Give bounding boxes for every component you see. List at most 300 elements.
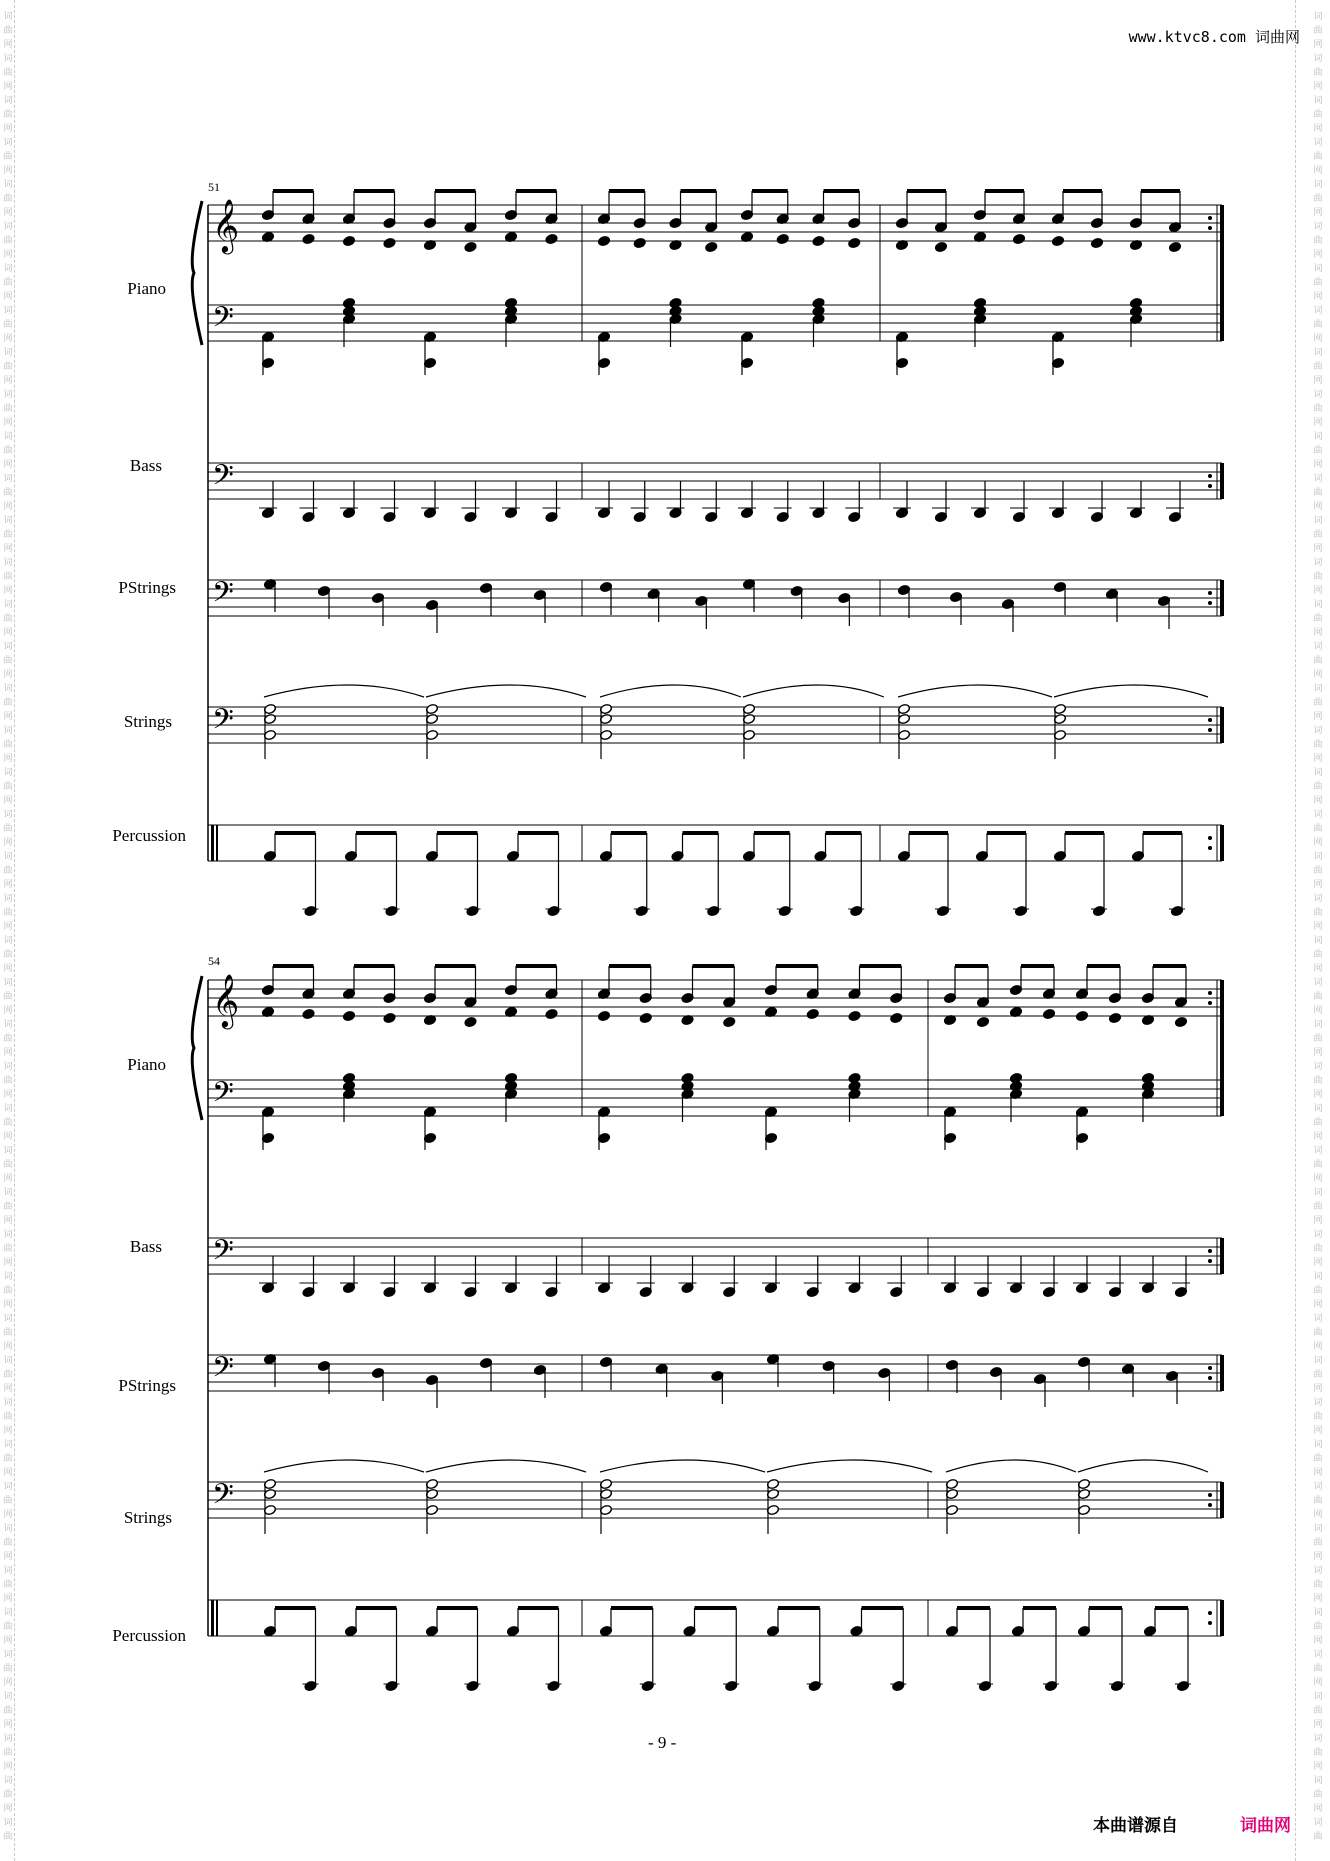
watermark-glyph: 词: [3, 935, 13, 945]
watermark-glyph: 词: [3, 1229, 13, 1239]
watermark-glyph: 网: [3, 1173, 13, 1183]
watermark-glyph: 词: [3, 893, 13, 903]
watermark-glyph: 词: [1313, 515, 1323, 525]
watermark-glyph: 网: [3, 1047, 13, 1057]
watermark-glyph: 曲: [1313, 1201, 1323, 1211]
watermark-glyph: 词: [1313, 263, 1323, 273]
slur: [426, 685, 586, 697]
watermark-glyph: 曲: [3, 1369, 13, 1379]
page-number: - 9 -: [648, 1733, 677, 1752]
watermark-glyph: 词: [1313, 641, 1323, 651]
watermark-glyph: 曲: [1313, 865, 1323, 875]
watermark-glyph: 网: [1313, 165, 1323, 175]
watermark-glyph: 网: [1313, 669, 1323, 679]
watermark-glyph: 网: [1313, 627, 1323, 637]
watermark-glyph: 曲: [3, 487, 13, 497]
watermark-glyph: 网: [1313, 921, 1323, 931]
watermark-glyph: 网: [3, 39, 13, 49]
watermark-glyph: 曲: [1313, 445, 1323, 455]
watermark-glyph: 曲: [3, 1411, 13, 1421]
watermark-glyph: 词: [1313, 725, 1323, 735]
note-head: [1075, 1010, 1088, 1021]
watermark-glyph: 词: [3, 641, 13, 651]
watermark-glyph: 曲: [3, 781, 13, 791]
watermark-glyph: 曲: [3, 991, 13, 1001]
watermark-glyph: 词: [1313, 1061, 1323, 1071]
watermark-glyph: 网: [3, 459, 13, 469]
note-head: [1174, 1016, 1187, 1027]
watermark-glyph: 词: [3, 473, 13, 483]
watermark-glyph: 网: [3, 1383, 13, 1393]
watermark-glyph: 词: [1313, 599, 1323, 609]
bass-clef-icon: 𝄢: [212, 1478, 234, 1518]
watermark-glyph: 词: [1313, 1523, 1323, 1533]
repeat-dot: [1208, 1366, 1212, 1370]
note-head: [812, 235, 825, 246]
watermark-glyph: 曲: [3, 529, 13, 539]
watermark-glyph: 网: [3, 1215, 13, 1225]
watermark-glyph: 曲: [1313, 1159, 1323, 1169]
slur: [600, 685, 741, 697]
watermark-glyph: 词: [3, 851, 13, 861]
watermark-glyph: 曲: [1313, 1663, 1323, 1673]
note-head: [464, 241, 477, 252]
note-head: [723, 1016, 736, 1027]
watermark-glyph: 曲: [3, 1033, 13, 1043]
watermark-glyph: 词: [3, 1103, 13, 1113]
watermark-glyph: 曲: [3, 235, 13, 245]
watermark-glyph: 词: [3, 1649, 13, 1659]
watermark-glyph: 词: [3, 767, 13, 777]
watermark-glyph: 曲: [1313, 1453, 1323, 1463]
note-head: [1090, 237, 1103, 248]
repeat-dot: [1208, 1376, 1212, 1380]
watermark-glyph: 词: [3, 683, 13, 693]
repeat-dot: [1208, 836, 1212, 840]
watermark-glyph: 网: [1313, 1467, 1323, 1477]
watermark-glyph: 词: [3, 725, 13, 735]
watermark-glyph: 网: [1313, 375, 1323, 385]
watermark-glyph: 词: [1313, 1691, 1323, 1701]
watermark-glyph: 曲: [1313, 25, 1323, 35]
watermark-glyph: 词: [1313, 977, 1323, 987]
watermark-glyph: 网: [1313, 207, 1323, 217]
watermark-glyph: 词: [1313, 809, 1323, 819]
watermark-glyph: 网: [1313, 249, 1323, 259]
watermark-glyph: 曲: [1313, 1327, 1323, 1337]
bass-clef-icon: 𝄢: [212, 1076, 234, 1116]
watermark-glyph: 词: [3, 1313, 13, 1323]
watermark-glyph: 词: [1313, 1187, 1323, 1197]
watermark-glyph: 网: [1313, 585, 1323, 595]
watermark-glyph: 网: [3, 249, 13, 259]
watermark-glyph: 网: [3, 501, 13, 511]
watermark-glyph: 词: [3, 599, 13, 609]
repeat-dot: [1208, 1493, 1212, 1497]
watermark-glyph: 曲: [3, 1831, 13, 1841]
watermark-glyph: 网: [1313, 753, 1323, 763]
watermark-glyph: 曲: [1313, 487, 1323, 497]
watermark-glyph: 词: [1313, 431, 1323, 441]
watermark-glyph: 曲: [3, 1075, 13, 1085]
watermark-glyph: 网: [1313, 1089, 1323, 1099]
slur: [426, 1460, 586, 1472]
repeat-dot: [1208, 601, 1212, 605]
watermark-glyph: 曲: [3, 571, 13, 581]
watermark-glyph: 网: [3, 333, 13, 343]
watermark-glyph: 词: [3, 389, 13, 399]
watermark-glyph: 词: [1313, 1313, 1323, 1323]
watermark-glyph: 网: [3, 1803, 13, 1813]
watermark-glyph: 词: [3, 1733, 13, 1743]
watermark-glyph: 曲: [1313, 613, 1323, 623]
watermark-glyph: 词: [1313, 935, 1323, 945]
watermark-glyph: 曲: [3, 67, 13, 77]
watermark-glyph: 曲: [3, 151, 13, 161]
watermark-glyph: 曲: [1313, 781, 1323, 791]
watermark-glyph: 网: [1313, 1719, 1323, 1729]
watermark-glyph: 网: [1313, 1005, 1323, 1015]
watermark-glyph: 曲: [3, 739, 13, 749]
watermark-glyph: 曲: [3, 1327, 13, 1337]
note-head: [976, 1016, 989, 1027]
watermark-glyph: 词: [3, 53, 13, 63]
watermark-glyph: 网: [3, 1677, 13, 1687]
watermark-glyph: 网: [3, 1593, 13, 1603]
watermark-glyph: 词: [3, 1355, 13, 1365]
watermark-glyph: 网: [1313, 1383, 1323, 1393]
watermark-glyph: 曲: [1313, 529, 1323, 539]
site-url[interactable]: www.ktvc8.com 词曲网: [1128, 28, 1300, 46]
repeat-dot: [1208, 216, 1212, 220]
repeat-dot: [1208, 1503, 1212, 1507]
watermark-glyph: 词: [1313, 1481, 1323, 1491]
watermark-glyph: 网: [1313, 1257, 1323, 1267]
watermark-glyph: 网: [1313, 795, 1323, 805]
instrument-label-pstrings: PStrings: [118, 578, 176, 597]
watermark-glyph: 曲: [3, 1789, 13, 1799]
instrument-label-piano: Piano: [127, 1055, 166, 1074]
watermark-glyph: 网: [1313, 1509, 1323, 1519]
watermark-glyph: 词: [3, 1691, 13, 1701]
watermark-glyph: 网: [1313, 1047, 1323, 1057]
watermark-glyph: 网: [3, 1341, 13, 1351]
watermark-glyph: 曲: [3, 361, 13, 371]
watermark-glyph: 曲: [1313, 1369, 1323, 1379]
note-head: [383, 237, 396, 248]
note-head: [806, 1008, 819, 1019]
watermark-glyph: 词: [1313, 1733, 1323, 1743]
measure-number: 54: [208, 954, 220, 968]
watermark-glyph: 曲: [1313, 1579, 1323, 1589]
instrument-label-strings: Strings: [123, 712, 172, 731]
note-head: [597, 1010, 610, 1021]
watermark-glyph: 词: [1313, 1397, 1323, 1407]
watermark-glyph: 词: [1313, 893, 1323, 903]
note-head: [545, 233, 558, 244]
watermark-glyph: 网: [3, 1257, 13, 1267]
watermark-glyph: 曲: [1313, 991, 1323, 1001]
watermark-glyph: 网: [1313, 1803, 1323, 1813]
watermark-glyph: 词: [1313, 11, 1323, 21]
repeat-dot: [1208, 474, 1212, 478]
watermark-glyph: 词: [3, 305, 13, 315]
watermark-glyph: 网: [3, 165, 13, 175]
watermark-glyph: 词: [3, 977, 13, 987]
watermark-glyph: 曲: [3, 823, 13, 833]
watermark-glyph: 网: [3, 963, 13, 973]
watermark-glyph: 曲: [1313, 151, 1323, 161]
slur: [743, 685, 884, 697]
watermark-glyph: 网: [3, 1509, 13, 1519]
watermark-glyph: 词: [3, 1271, 13, 1281]
watermark-glyph: 词: [1313, 1271, 1323, 1281]
watermark-glyph: 曲: [3, 1621, 13, 1631]
watermark-glyph: 网: [1313, 1341, 1323, 1351]
watermark-glyph: 网: [3, 1719, 13, 1729]
watermark-glyph: 词: [3, 11, 13, 21]
watermark-glyph: 网: [1313, 1299, 1323, 1309]
watermark-glyph: 网: [1313, 879, 1323, 889]
watermark-glyph: 词: [1313, 1145, 1323, 1155]
watermark-glyph: 词: [1313, 137, 1323, 147]
repeat-dot: [1208, 484, 1212, 488]
watermark-glyph: 曲: [1313, 403, 1323, 413]
watermark-glyph: 网: [3, 207, 13, 217]
watermark-glyph: 曲: [1313, 907, 1323, 917]
watermark-glyph: 曲: [3, 403, 13, 413]
watermark-glyph: 曲: [3, 445, 13, 455]
slur: [600, 1460, 765, 1472]
note-head: [302, 1008, 315, 1019]
watermark-glyph: 词: [3, 1061, 13, 1071]
watermark-glyph: 曲: [1313, 361, 1323, 371]
watermark-glyph: 网: [1313, 333, 1323, 343]
slur: [264, 1460, 424, 1472]
watermark-glyph: 网: [1313, 123, 1323, 133]
note-head: [1108, 1012, 1121, 1023]
note-head: [545, 1008, 558, 1019]
watermark-glyph: 词: [1313, 473, 1323, 483]
watermark-glyph: 词: [3, 1439, 13, 1449]
instrument-label-piano: Piano: [127, 279, 166, 298]
bass-clef-icon: 𝄢: [212, 703, 234, 743]
measure-number: 51: [208, 180, 220, 194]
watermark-glyph: 词: [3, 179, 13, 189]
note-head: [1168, 241, 1181, 252]
watermark-glyph: 曲: [3, 109, 13, 119]
repeat-dot: [1208, 1001, 1212, 1005]
slur: [1054, 685, 1208, 697]
watermark-glyph: 网: [1313, 39, 1323, 49]
watermark-glyph: 曲: [1313, 571, 1323, 581]
bass-clef-icon: 𝄢: [212, 301, 234, 341]
watermark-glyph: 网: [3, 375, 13, 385]
watermark-glyph: 曲: [3, 277, 13, 287]
watermark-glyph: 曲: [1313, 277, 1323, 287]
repeat-dot: [1208, 846, 1212, 850]
watermark-glyph: 词: [3, 431, 13, 441]
watermark-glyph: 词: [1313, 1103, 1323, 1113]
note-head: [639, 1012, 652, 1023]
watermark-glyph: 网: [3, 123, 13, 133]
watermark-glyph: 网: [1313, 1635, 1323, 1645]
watermark-glyph: 词: [3, 1775, 13, 1785]
watermark-glyph: 词: [1313, 851, 1323, 861]
watermark-glyph: 网: [3, 711, 13, 721]
watermark-glyph: 网: [3, 543, 13, 553]
watermark-glyph: 网: [1313, 1173, 1323, 1183]
watermark-glyph: 网: [1313, 417, 1323, 427]
watermark-glyph: 词: [3, 1187, 13, 1197]
note-head: [383, 1012, 396, 1023]
watermark-glyph: 词: [3, 137, 13, 147]
watermark-glyph: 网: [1313, 1215, 1323, 1225]
note-head: [633, 237, 646, 248]
treble-clef-icon: 𝄞: [212, 198, 240, 252]
watermark-glyph: 曲: [1313, 1411, 1323, 1421]
note-head: [1042, 1008, 1055, 1019]
watermark-glyph: 曲: [1313, 1117, 1323, 1127]
watermark-glyph: 网: [1313, 1551, 1323, 1561]
watermark-glyph: 网: [3, 1131, 13, 1141]
bass-clef-icon: 𝄢: [212, 1351, 234, 1391]
watermark-glyph: 词: [1313, 1355, 1323, 1365]
instrument-label-bass: Bass: [129, 1237, 162, 1256]
watermark-glyph: 网: [3, 1467, 13, 1477]
watermark-glyph: 网: [1313, 291, 1323, 301]
watermark-glyph: 词: [1313, 95, 1323, 105]
watermark-glyph: 词: [1313, 1019, 1323, 1029]
watermark-glyph: 词: [1313, 305, 1323, 315]
slur: [767, 1460, 932, 1472]
repeat-dot: [1208, 718, 1212, 722]
piano-brace: [192, 201, 202, 345]
watermark-glyph: 词: [3, 221, 13, 231]
repeat-dot: [1208, 1259, 1212, 1263]
slur: [264, 685, 424, 697]
watermark-glyph: 曲: [3, 613, 13, 623]
slur: [1078, 1460, 1208, 1472]
treble-clef-icon: 𝄞: [212, 973, 240, 1027]
watermark-glyph: 词: [1313, 1817, 1323, 1827]
watermark-glyph: 曲: [3, 1159, 13, 1169]
watermark-glyph: 网: [3, 81, 13, 91]
watermark-glyph: 曲: [1313, 319, 1323, 329]
note-head: [342, 1010, 355, 1021]
percussion-clef: [211, 1600, 214, 1636]
watermark-glyph: 词: [3, 809, 13, 819]
bass-clef-icon: 𝄢: [212, 576, 234, 616]
note-head: [1012, 233, 1025, 244]
note-head: [302, 233, 315, 244]
watermark-glyph: 词: [1313, 1775, 1323, 1785]
watermark-glyph: 词: [1313, 389, 1323, 399]
watermark-glyph: 网: [1313, 81, 1323, 91]
instrument-label-percussion: Percussion: [112, 1626, 186, 1645]
watermark-glyph: 网: [1313, 1131, 1323, 1141]
watermark-glyph: 曲: [1313, 949, 1323, 959]
note-head: [848, 237, 861, 248]
repeat-dot: [1208, 591, 1212, 595]
watermark-glyph: 曲: [1313, 1537, 1323, 1547]
watermark-glyph: 词: [1313, 767, 1323, 777]
watermark-glyph: 网: [3, 879, 13, 889]
watermark-glyph: 曲: [1313, 1285, 1323, 1295]
watermark-glyph: 网: [3, 585, 13, 595]
watermark-glyph: 网: [1313, 837, 1323, 847]
watermark-glyph: 网: [3, 291, 13, 301]
bass-clef-icon: 𝄢: [212, 1234, 234, 1274]
instrument-label-pstrings: PStrings: [118, 1376, 176, 1395]
watermark-glyph: 词: [1313, 1607, 1323, 1617]
watermark-glyph: 网: [1313, 711, 1323, 721]
watermark-glyph: 词: [3, 1817, 13, 1827]
watermark-glyph: 曲: [3, 1747, 13, 1757]
watermark-glyph: 曲: [3, 1705, 13, 1715]
watermark-glyph: 曲: [1313, 1831, 1323, 1841]
footer-brand[interactable]: 词曲网: [1240, 1816, 1291, 1836]
repeat-dot: [1208, 991, 1212, 995]
watermark-glyph: 网: [1313, 1425, 1323, 1435]
note-head: [934, 241, 947, 252]
watermark-glyph: 曲: [1313, 109, 1323, 119]
watermark-glyph: 网: [3, 1005, 13, 1015]
watermark-glyph: 网: [3, 627, 13, 637]
watermark-glyph: 网: [3, 1089, 13, 1099]
instrument-label-bass: Bass: [129, 456, 162, 475]
watermark-glyph: 曲: [1313, 697, 1323, 707]
watermark-glyph: 词: [1313, 683, 1323, 693]
note-head: [890, 1012, 903, 1023]
watermark-glyph: 曲: [3, 697, 13, 707]
watermark-glyph: 曲: [3, 1495, 13, 1505]
watermark-glyph: 曲: [3, 319, 13, 329]
watermark-glyph: 网: [1313, 1593, 1323, 1603]
percussion-clef: [211, 825, 214, 861]
watermark-glyph: 曲: [1313, 1075, 1323, 1085]
bass-clef-icon: 𝄢: [212, 459, 234, 499]
watermark-glyph: 网: [3, 795, 13, 805]
watermark-glyph: 曲: [3, 907, 13, 917]
watermark-glyph: 网: [1313, 459, 1323, 469]
watermark-glyph: 曲: [3, 1117, 13, 1127]
watermark-glyph: 曲: [1313, 193, 1323, 203]
watermark-glyph: 词: [1313, 53, 1323, 63]
watermark-glyph: 词: [3, 515, 13, 525]
instrument-label-strings: Strings: [123, 1508, 172, 1527]
watermark-glyph: 曲: [3, 1537, 13, 1547]
watermark-glyph: 网: [3, 1299, 13, 1309]
watermark-glyph: 曲: [3, 655, 13, 665]
watermark-glyph: 词: [3, 1019, 13, 1029]
watermark-glyph: 曲: [1313, 1243, 1323, 1253]
watermark-glyph: 词: [1313, 347, 1323, 357]
watermark-glyph: 词: [1313, 179, 1323, 189]
watermark-glyph: 曲: [1313, 655, 1323, 665]
repeat-dot: [1208, 1611, 1212, 1615]
watermark-glyph: 词: [3, 1607, 13, 1617]
watermark-glyph: 网: [3, 1551, 13, 1561]
watermark-glyph: 曲: [3, 949, 13, 959]
watermark-glyph: 曲: [1313, 1747, 1323, 1757]
note-head: [342, 235, 355, 246]
watermark-glyph: 曲: [1313, 1621, 1323, 1631]
slur: [946, 1460, 1076, 1472]
watermark-glyph: 词: [3, 347, 13, 357]
watermark-glyph: 曲: [1313, 1033, 1323, 1043]
watermark-glyph: 曲: [3, 1453, 13, 1463]
